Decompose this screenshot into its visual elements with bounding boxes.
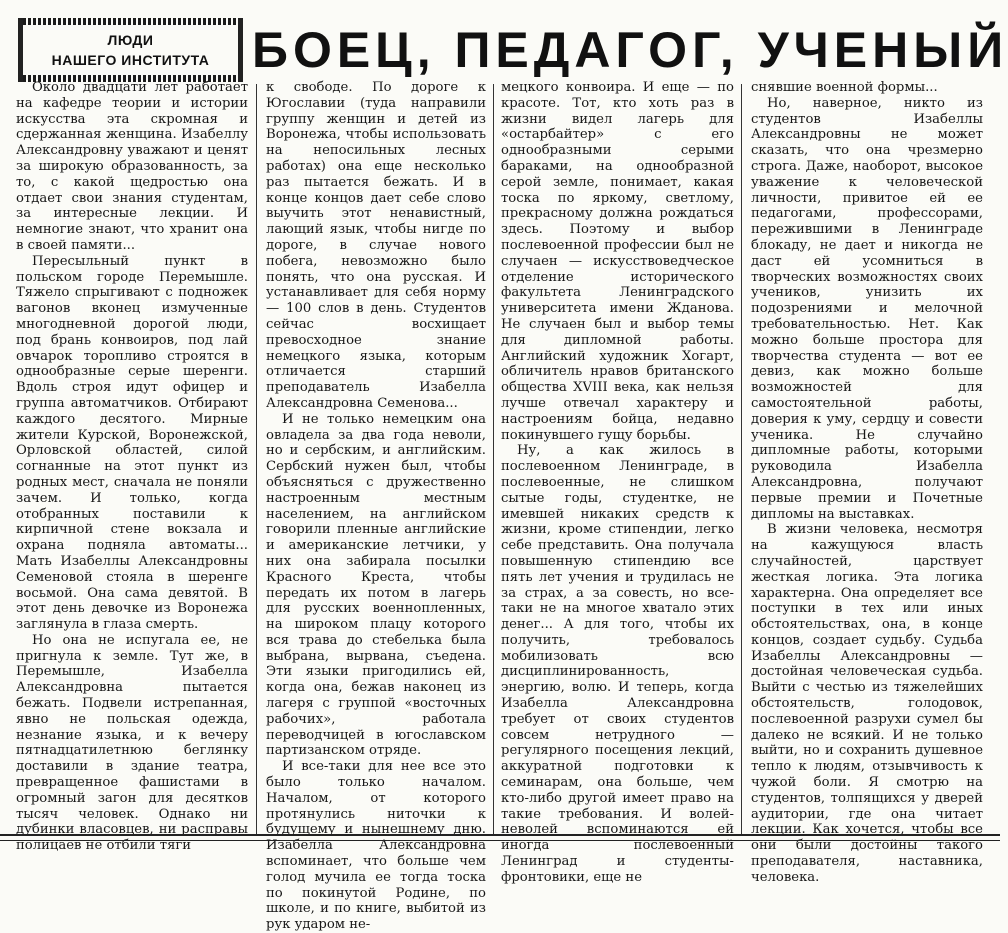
- column-divider-3: [741, 84, 742, 834]
- article-column-1: [16, 80, 248, 854]
- article-headline: БОЕЦ, ПЕДАГОГ, УЧЕНЫЙ: [252, 22, 1008, 78]
- column-1-paragraph-2: Пересыльный пункт в польском городе Перемышле. Тяжело спрыгивают с подножек вагонов вконец измученные многодневной дорогой люди, под брань конвоиров, под лай овчарок торопливо строятся в однообразные серые шеренги. Вдоль строя идут офицер и группа автоматчиков. Отбирают каждого десятого. Мирные жители Курской, Воронежской, Орловской областей, силой согнанные на этот пункт из родных мест, сначала не поняли зачем. И только, когда отобранных поставили к кирпичной стене вокзала и охрана подняла автоматы... Мать Изабеллы Александровны Семеновой стояла в шеренге восьмой. Она сама девятой. В этот день девочке из Воронежа заглянула в глаза смерть.: [16, 253, 248, 633]
- article-column-3: [501, 80, 734, 885]
- bottom-rule-thick: [0, 834, 1000, 836]
- rubric-line-2: НАШЕГО ИНСТИТУТА: [51, 52, 210, 68]
- article-column-4: [751, 80, 983, 885]
- column-divider-2: [493, 84, 494, 834]
- column-2-paragraph-3: И все-таки для нее все это было только началом. Началом, от которого протянулись ниточки к будущему и нынешнему дню. Изабелла Александровна вспоминает, что больше чем голод мучила ее тогда тоска по покинутой Родине, по школе, и по книге, выбитой из рук ударом не-: [266, 759, 486, 933]
- article-column-2: [266, 80, 486, 933]
- column-2-paragraph-1: к свободе. По дороге к Югославии (туда направили группу женщин и детей из Воронежа, чтобы использовать на непосильных лесных работах) она еще несколько раз пытается бежать. И в конце концов дает себе слово выучить этот ненавистный, лающий язык, чтобы нигде по дороге, в случае нового побега, невозможно было понять, что она русская. И устанавливает для себя норму — 100 слов в день. Студентов сейчас восхищает превосходное знание немецкого языка, которым отличается старший преподаватель Изабелла Александровна Семенова...: [266, 80, 486, 411]
- column-4-paragraph-3: В жизни человека, несмотря на кажущуюся власть случайностей, царствует жесткая логика. Эта логика характерна. Она определяет все поступки в тех или иных обстоятельствах, она, в конце концов, создает судьбу. Судьба Изабеллы Александровны — достойная человеческая судьба. Выйти с честью из тяжелейших обстоятельств, голодовок, послевоенной разрухи сумел бы далеко не всякий. И не только выйти, но и сохранить душевное тепло к людям, отзывчивость к чужой боли. Я смотрю на студентов, толпящихся у дверей аудитории, где она читает лекции. Как хочется, чтобы все они были достойны такого преподавателя, наставника, человека.: [751, 522, 983, 885]
- section-rubric: [18, 18, 243, 82]
- column-1-paragraph-3: Но она не испугала ее, не пригнула к земле. Тут же, в Перемышле, Изабелла Александровна пытается бежать. Подвели истрепанная, явно не польская одежда, незнание языка, и к вечеру пятнадцатилетнюю беглянку доставили в здание театра, превращенное фашистами в огромный загон для десятков тысяч человек. Однако ни дубинки власовцев, ни расправы полицаев не отбили тяги: [16, 632, 248, 854]
- column-1-paragraph-1: Около двадцати лет работает на кафедре теории и истории искусства эта скромная и сдержанная женщина. Изабеллу Александровну уважают и ценят за широкую образованность, за то, с какой щедростью она отдает свои знания студентам, за интересные лекции. И немногие знают, что хранит она в своей памяти...: [16, 80, 248, 253]
- column-divider-1: [256, 84, 257, 834]
- column-3-paragraph-2: Ну, а как жилось в послевоенном Ленинграде, в послевоенные, не слишком сытые годы, студентке, не имевшей никаких средств к жизни, кроме стипендии, легко себе представить. Она получала повышенную стипендию все пять лет учения и трудилась не за страх, а за совесть, но все-таки не на многое хватало этих денег... А для того, чтобы их получить, требовалось мобилизовать всю дисциплинированность, энергию, волю. И теперь, когда Изабелла Александровна требует от своих студентов совсем нетрудного — регулярного посещения лекций, аккуратной подготовки к семинарам, она больше, чем кто-либо другой имеет право на такие требования. И волей-неволей вспоминаются ей иногда послевоенный Ленинград и студенты-фронтовики, еще не: [501, 443, 734, 885]
- column-4-paragraph-2: Но, наверное, никто из студентов Изабеллы Александровны не может сказать, что она чрезмерно строга. Даже, наоборот, высокое уважение к человеческой личности, привитое ей ее педагогами, профессорами, пережившими в Ленинграде блокаду, не дает и никогда не даст ей усомниться в творческих возможностях своих учеников, унизить их подозрениями и мелочной требовательностью. Нет. Как можно больше простора для творчества студента — вот ее девиз, как можно больше возможностей для самостоятельной работы, доверия к уму, сердцу и совести ученика. Не случайно дипломные работы, которыми руководила Изабелла Александровна, получают первые премии и Почетные дипломы на выставках.: [751, 95, 983, 522]
- rubric-line-1: ЛЮДИ: [107, 32, 154, 48]
- column-3-paragraph-1: мецкого конвоира. И еще — по красоте. Тот, кто хоть раз в жизни видел лагерь для «остарбайтер» с его однообразными серыми бараками, на однообразной серой земле, понимает, какая тоска по яркому, светлому, прекрасному должна рождаться здесь. Поэтому и выбор послевоенной профессии был не случаен — искусствоведческое отделение исторического факультета Ленинградского университета имени Жданова. Не случаен был и выбор темы для дипломной работы. Английский художник Хогарт, обличитель нравов британского общества XVIII века, как нельзя лучше отвечал характеру и настроениям бойца, недавно покинувшего гущу борьбы.: [501, 80, 734, 443]
- bottom-rule-thin: [0, 840, 1000, 841]
- column-4-paragraph-1: снявшие военной формы...: [751, 80, 938, 95]
- column-2-paragraph-2: И не только немецким она овладела за два года неволи, но и сербским, и английским. Сербский нужен был, чтобы объясняться с дружественно настроенным местным населением, на английском говорили пленные английские и американские летчики, у них она забирала посылки Красного Креста, чтобы передать их потом в лагерь для русских военнопленных, на широком плацу которого вся трава до стебелька была выбрана, вырвана, съедена. Эти языки пригодились ей, когда она, бежав наконец из лагеря с группой «восточных рабочих», работала переводчицей в югославском партизанском отряде.: [266, 411, 486, 759]
- rubric-top-border: [23, 18, 238, 25]
